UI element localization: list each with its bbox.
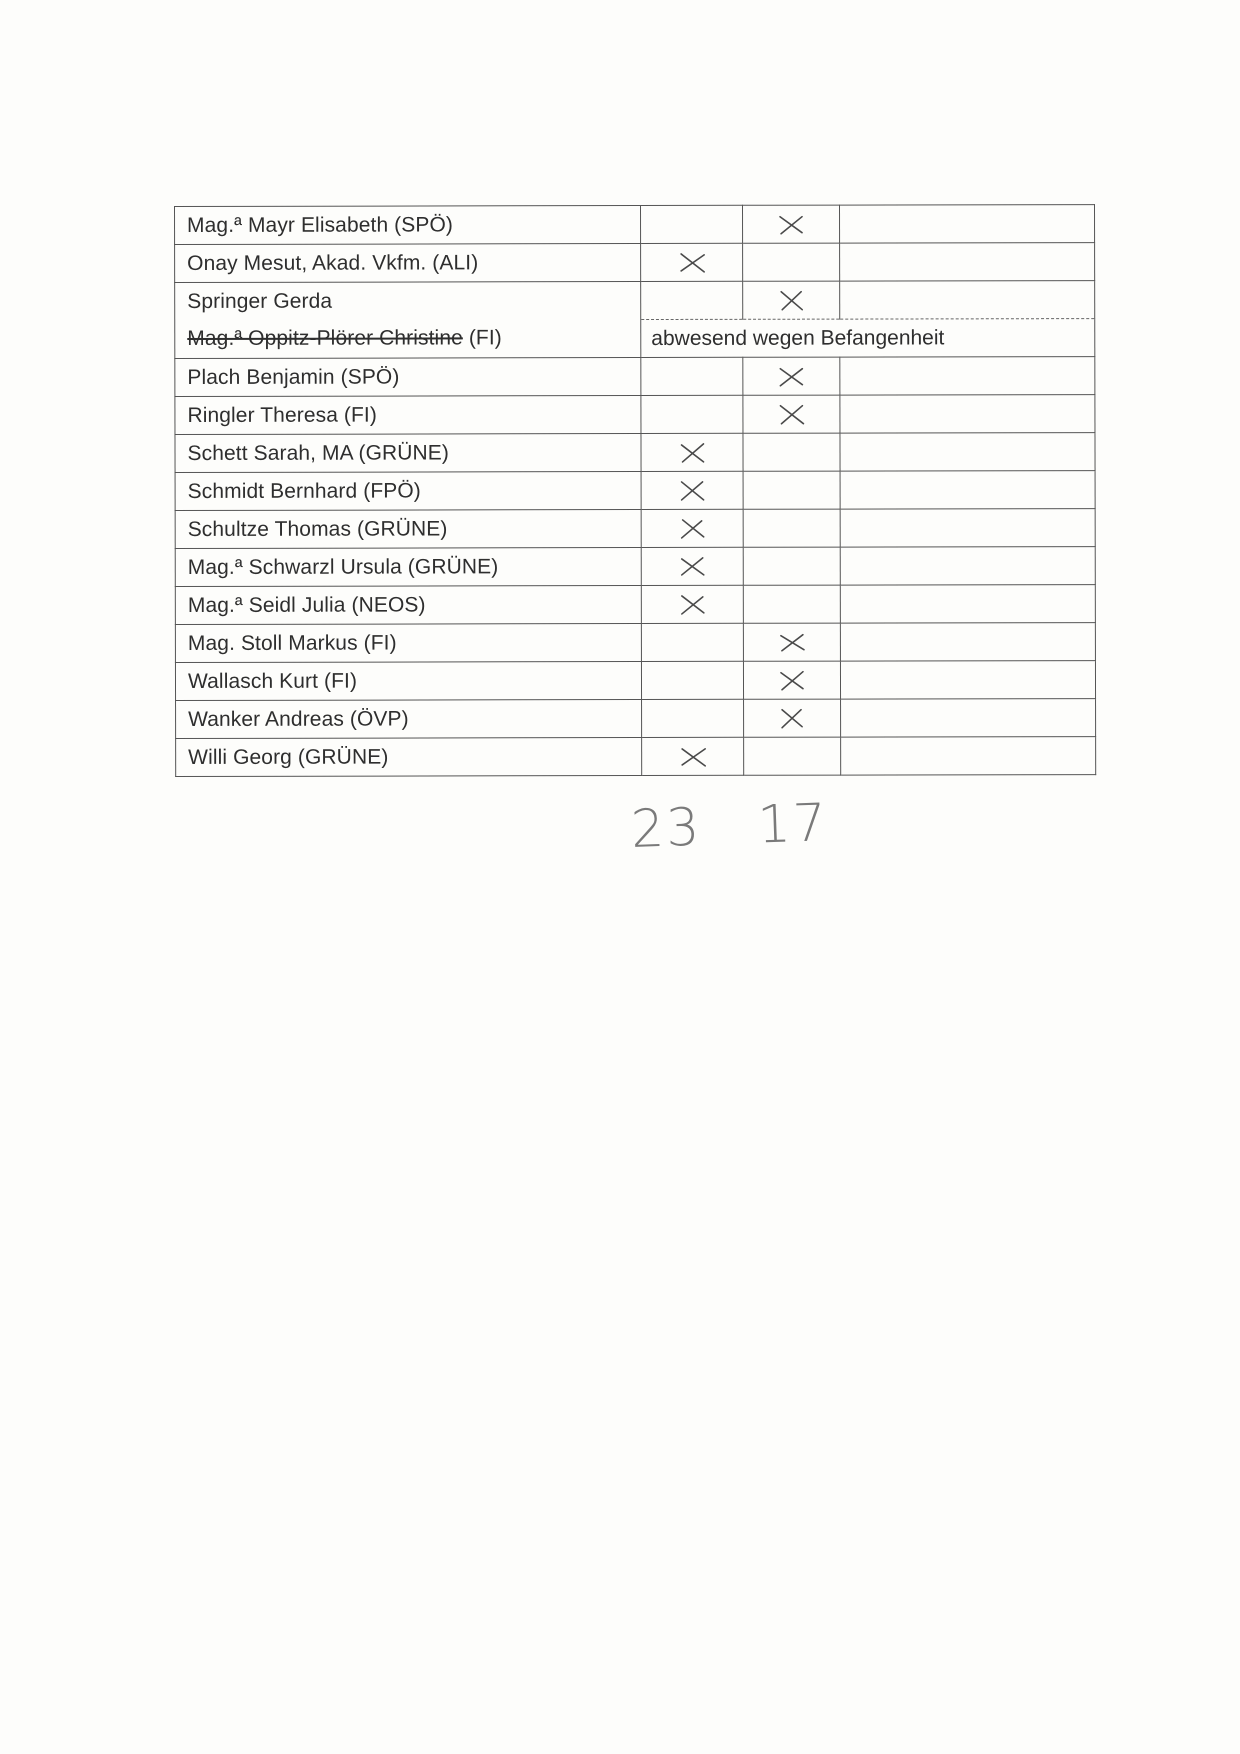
vote-cell-b bbox=[743, 281, 840, 319]
vote-cell-b bbox=[742, 205, 839, 243]
member-name: Wallasch Kurt (FI) bbox=[175, 662, 641, 701]
table-row bbox=[175, 661, 1095, 701]
vote-cell-a bbox=[641, 471, 743, 509]
vote-cell-b bbox=[743, 471, 840, 509]
vote-cell-c bbox=[840, 509, 1095, 548]
x-mark-icon bbox=[776, 402, 806, 426]
absence-note: abwesend wegen Befangenheit bbox=[641, 319, 1095, 358]
vote-cell-c bbox=[839, 205, 1094, 244]
table-row bbox=[175, 205, 1095, 245]
vote-cell-c bbox=[841, 737, 1096, 776]
vote-cell-b bbox=[743, 243, 840, 281]
vote-cell-c bbox=[840, 395, 1095, 434]
member-name: Springer Gerda bbox=[175, 282, 641, 321]
vote-cell-a bbox=[641, 395, 743, 433]
vote-cell-b bbox=[744, 737, 841, 775]
x-mark-icon bbox=[776, 212, 806, 236]
vote-cell-a bbox=[641, 509, 743, 547]
table-row bbox=[175, 243, 1095, 283]
x-mark-icon bbox=[677, 250, 707, 274]
vote-cell-b bbox=[743, 547, 840, 585]
member-name: Mag.ª Seidl Julia (NEOS) bbox=[175, 586, 641, 625]
table-row bbox=[175, 433, 1095, 473]
table-row bbox=[175, 585, 1095, 625]
table-row bbox=[175, 357, 1095, 397]
member-name: Schett Sarah, MA (GRÜNE) bbox=[175, 434, 641, 473]
x-mark-icon bbox=[777, 668, 807, 692]
x-mark-icon bbox=[677, 440, 707, 464]
member-name: Willi Georg (GRÜNE) bbox=[176, 738, 642, 777]
vote-cell-c bbox=[840, 243, 1095, 282]
x-mark-icon bbox=[777, 706, 807, 730]
vote-cell-c bbox=[840, 433, 1095, 472]
x-mark-icon bbox=[677, 592, 707, 616]
table-row bbox=[175, 509, 1095, 549]
vote-cell-a bbox=[641, 547, 743, 585]
table-row bbox=[175, 623, 1095, 663]
vote-cell-c bbox=[840, 357, 1095, 396]
member-name: Schultze Thomas (GRÜNE) bbox=[175, 510, 641, 549]
vote-cell-c bbox=[841, 699, 1096, 738]
member-name: Mag. Stoll Markus (FI) bbox=[175, 624, 641, 663]
member-name: Plach Benjamin (SPÖ) bbox=[175, 358, 641, 397]
member-name: Mag.ª Schwarzl Ursula (GRÜNE) bbox=[175, 548, 641, 587]
vote-table bbox=[174, 204, 1096, 777]
x-mark-icon bbox=[677, 554, 707, 578]
table-row bbox=[175, 319, 1095, 359]
x-mark-icon bbox=[776, 288, 806, 312]
x-mark-icon bbox=[677, 516, 707, 540]
vote-cell-a bbox=[641, 623, 743, 661]
vote-cell-a bbox=[641, 205, 743, 243]
vote-cell-c bbox=[840, 623, 1095, 662]
party-label: (FI) bbox=[462, 326, 502, 350]
struck-name: Mag.ª Oppitz-Plörer Christine bbox=[187, 326, 463, 351]
handwritten-totals bbox=[630, 793, 829, 860]
member-name: Onay Mesut, Akad. Vkfm. (ALI) bbox=[175, 244, 641, 283]
table-row bbox=[176, 699, 1096, 739]
table-row bbox=[175, 471, 1095, 511]
member-name bbox=[175, 320, 641, 359]
member-name: Mag.ª Mayr Elisabeth (SPÖ) bbox=[175, 206, 641, 245]
member-name: Wanker Andreas (ÖVP) bbox=[176, 700, 642, 739]
vote-cell-c bbox=[840, 471, 1095, 510]
vote-cell-c bbox=[840, 661, 1095, 700]
vote-cell-a bbox=[641, 433, 743, 471]
vote-cell-a bbox=[641, 661, 743, 699]
vote-cell-c bbox=[840, 547, 1095, 586]
vote-cell-a bbox=[642, 737, 744, 775]
vote-cell-b bbox=[743, 585, 840, 623]
x-mark-icon bbox=[777, 630, 807, 654]
vote-cell-b bbox=[743, 509, 840, 547]
table-row bbox=[175, 395, 1095, 435]
vote-cell-b bbox=[744, 699, 841, 737]
vote-cell-a bbox=[641, 243, 743, 281]
x-mark-icon bbox=[678, 744, 708, 768]
vote-cell-b bbox=[743, 395, 840, 433]
total-col-b: 17 bbox=[756, 793, 829, 856]
vote-cell-c bbox=[840, 281, 1095, 320]
vote-cell-a bbox=[641, 585, 743, 623]
member-name: Schmidt Bernhard (FPÖ) bbox=[175, 472, 641, 511]
vote-cell-a bbox=[642, 699, 744, 737]
vote-cell-b bbox=[743, 433, 840, 471]
total-col-a: 23 bbox=[630, 797, 703, 860]
x-mark-icon bbox=[677, 478, 707, 502]
vote-cell-b bbox=[743, 357, 840, 395]
vote-cell-b bbox=[743, 661, 840, 699]
table-row bbox=[175, 547, 1095, 587]
table-row bbox=[175, 281, 1095, 321]
vote-cell-b bbox=[743, 623, 840, 661]
table-row bbox=[176, 737, 1096, 777]
x-mark-icon bbox=[776, 364, 806, 388]
vote-cell-a bbox=[641, 281, 743, 319]
vote-cell-a bbox=[641, 357, 743, 395]
member-name: Ringler Theresa (FI) bbox=[175, 396, 641, 435]
vote-cell-c bbox=[840, 585, 1095, 624]
